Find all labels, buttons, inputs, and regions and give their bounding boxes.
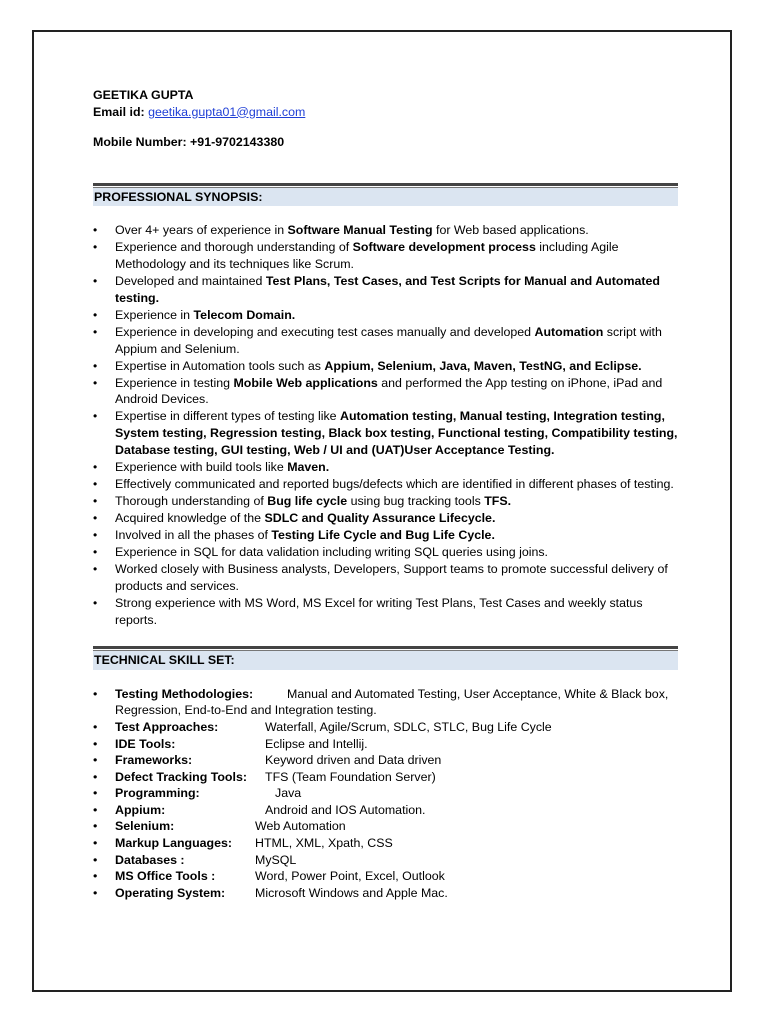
synopsis-item-bold-text: Software development process xyxy=(352,240,536,255)
skill-label: Appium: xyxy=(115,802,166,817)
skill-item xyxy=(93,885,678,902)
synopsis-item-text: Thorough understanding of xyxy=(115,493,268,508)
synopsis-item xyxy=(93,408,678,458)
skill-item xyxy=(93,802,678,819)
skill-item xyxy=(93,736,678,753)
skill-value: Waterfall, Agile/Scrum, SDLC, STLC, Bug Life Cycle xyxy=(265,719,552,734)
skill-value: Web Automation xyxy=(255,819,346,834)
synopsis-item-text: using bug tracking tools xyxy=(347,493,485,508)
skill-item xyxy=(93,785,678,802)
synopsis-item-bold-text: Software Manual Testing xyxy=(287,223,433,238)
synopsis-item-text: including Agile Methodology and its techniques like Scrum. xyxy=(115,240,619,272)
synopsis-item-bold-text: Test Plans, Test Cases, and Test Scripts for Manual and Automated testing. xyxy=(115,274,660,305)
skill-item xyxy=(93,719,678,736)
skill-item xyxy=(93,752,678,769)
synopsis-item-bold-text: SDLC and Quality Assurance Lifecycle. xyxy=(264,510,496,525)
synopsis-heading: PROFESSIONAL SYNOPSIS: xyxy=(93,188,678,207)
synopsis-item-bold-text: Automation xyxy=(534,324,604,339)
skill-label: Selenium: xyxy=(115,819,175,834)
skills-heading: TECHNICAL SKILL SET: xyxy=(93,651,678,670)
synopsis-item-text: Worked closely with Business analysts, Developers, Support teams to promote successful delivery of products and services. xyxy=(115,562,668,593)
section-rule xyxy=(93,183,678,186)
skills-list xyxy=(93,686,678,902)
skill-label: Test Approaches: xyxy=(115,719,219,734)
skill-item xyxy=(93,686,678,719)
synopsis-item xyxy=(93,273,678,306)
skill-label: Frameworks: xyxy=(115,753,193,768)
synopsis-item xyxy=(93,358,678,375)
synopsis-item xyxy=(93,324,678,357)
section-rule xyxy=(93,646,678,649)
synopsis-item-text: Experience and thorough understanding of xyxy=(115,240,353,255)
skill-item xyxy=(93,868,678,885)
synopsis-item-text: and performed the App testing on iPhone, iPad and Android Devices. xyxy=(115,375,663,407)
synopsis-item-text: Over 4+ years of experience in xyxy=(115,223,288,238)
synopsis-item-text: Effectively communicated and reported bugs/defects which are identified in different phases of testing. xyxy=(115,476,674,491)
email-link[interactable]: geetika.gupta01@gmail.com xyxy=(148,104,306,119)
skill-label: Databases : xyxy=(115,852,185,867)
synopsis-item xyxy=(93,544,678,561)
mobile-number: Mobile Number: +91-9702143380 xyxy=(93,135,285,150)
skill-value: HTML, XML, Xpath, CSS xyxy=(255,836,393,851)
synopsis-item xyxy=(93,595,678,628)
synopsis-item-bold-text: Appium, Selenium, Java, Maven, TestNG, and Eclipse. xyxy=(324,358,642,373)
synopsis-item-text: Strong experience with MS Word, MS Excel for writing Test Plans, Test Cases and weekly status reports. xyxy=(115,595,643,627)
synopsis-item-text: Developed and maintained xyxy=(115,274,266,289)
synopsis-item-bold-text: Mobile Web applications xyxy=(233,375,378,390)
skill-value: Keyword driven and Data driven xyxy=(265,753,442,768)
synopsis-item xyxy=(93,375,678,408)
skill-value: Word, Power Point, Excel, Outlook xyxy=(255,869,445,884)
synopsis-item xyxy=(93,307,678,324)
synopsis-item-text: Expertise in Automation tools such as xyxy=(115,358,325,373)
skill-label: Defect Tracking Tools: xyxy=(115,769,247,784)
synopsis-item-bold-text: Testing Life Cycle and Bug Life Cycle. xyxy=(271,528,495,543)
skill-value: TFS (Team Foundation Server) xyxy=(265,769,436,784)
synopsis-item-text: Expertise in different types of testing like xyxy=(115,409,340,424)
skill-value: MySQL xyxy=(255,852,297,867)
synopsis-item xyxy=(93,493,678,510)
synopsis-item-text: Experience in developing and executing test cases manually and developed xyxy=(115,324,535,339)
synopsis-section xyxy=(93,183,678,628)
synopsis-item xyxy=(93,510,678,527)
synopsis-item-bold-text: Telecom Domain. xyxy=(193,307,296,322)
skill-value: Java xyxy=(275,786,302,801)
synopsis-item-text: Experience with build tools like xyxy=(115,459,288,474)
synopsis-list xyxy=(93,222,678,628)
skill-value: Android and IOS Automation. xyxy=(265,802,426,817)
skill-item xyxy=(93,769,678,786)
skill-value: Eclipse and Intellij. xyxy=(265,736,368,751)
skill-label: Operating System: xyxy=(115,885,226,900)
skill-label: IDE Tools: xyxy=(115,736,176,751)
skills-section xyxy=(93,646,678,901)
synopsis-item-text: Experience in SQL for data validation including writing SQL queries using joins. xyxy=(115,545,548,560)
skill-label: MS Office Tools : xyxy=(115,869,216,884)
email-label: Email id: xyxy=(93,104,149,119)
skill-item xyxy=(93,818,678,835)
synopsis-item-bold-text: Maven. xyxy=(287,459,330,474)
skill-item xyxy=(93,835,678,852)
synopsis-item xyxy=(93,561,678,594)
synopsis-item-text: Experience in testing xyxy=(115,375,234,390)
synopsis-item-bold-text: TFS. xyxy=(484,493,512,508)
synopsis-item-text: Acquired knowledge of the xyxy=(115,510,265,525)
synopsis-item xyxy=(93,527,678,544)
synopsis-item-text: script with Appium and Selenium. xyxy=(115,324,662,356)
synopsis-item xyxy=(93,222,678,239)
skill-label: Testing Methodologies: xyxy=(115,686,254,701)
skill-value: Manual and Automated Testing, User Acceptance, White & Black box, Regression, End-to-End and Integration testing. xyxy=(115,686,669,718)
synopsis-item-text: Experience in xyxy=(115,307,194,322)
skill-value: Microsoft Windows and Apple Mac. xyxy=(255,885,448,900)
synopsis-item xyxy=(93,476,678,493)
synopsis-item xyxy=(93,459,678,476)
resume-content xyxy=(93,87,678,901)
skill-label: Programming: xyxy=(115,786,200,801)
skill-item xyxy=(93,852,678,869)
synopsis-item xyxy=(93,239,678,272)
synopsis-item-text: for Web based applications. xyxy=(432,223,589,238)
synopsis-item-bold-text: Bug life cycle xyxy=(267,493,348,508)
synopsis-item-bold-text: Automation testing, Manual testing, Integration testing, System testing, Regression testing, Black box testing, Functional testing, Compatibility testing, Database testing, GUI testing, Web / UI and (UAT)User Acceptance Testing. xyxy=(115,409,678,457)
email-line xyxy=(93,104,678,121)
synopsis-item-text: Involved in all the phases of xyxy=(115,528,272,543)
candidate-name: GEETIKA GUPTA xyxy=(93,88,194,102)
skill-label: Markup Languages: xyxy=(115,836,233,851)
